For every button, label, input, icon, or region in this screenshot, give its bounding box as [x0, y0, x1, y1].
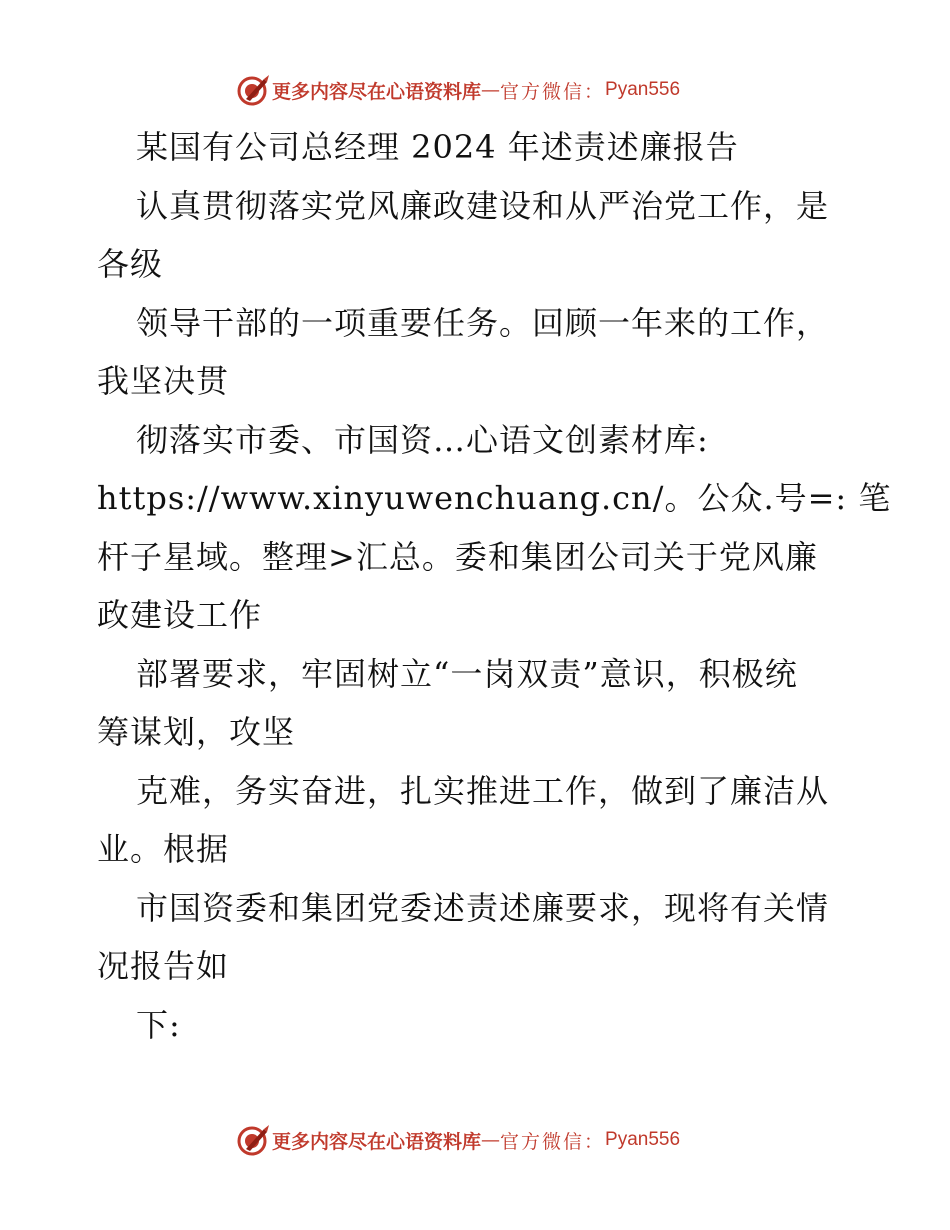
body-line: 下:: [136, 1005, 181, 1044]
body-line: 筹谋划，攻坚: [97, 713, 296, 751]
body-line: 部署要求，牢固树立“一岗双责”意识，积极统: [136, 654, 798, 693]
body-line: 政建设工作: [97, 596, 263, 634]
banner-dash: —: [481, 79, 501, 101]
banner-slogan: 更多内容尽在心语资料库: [272, 80, 482, 103]
body-line: 克难，务实奋进，扎实推进工作，做到了廉洁从: [136, 771, 830, 810]
footer-banner: [236, 1122, 716, 1158]
body-line: 领导干部的一项重要任务。回顾一年来的工作，: [136, 303, 830, 342]
document-body: [97, 118, 892, 1054]
banner-wechat-label: 官方微信：: [500, 80, 606, 103]
body-line: 业。根据: [97, 830, 230, 868]
body-line: 我坚决贯: [97, 362, 230, 400]
body-line-url: https://www.xinyuwenchuang.cn/。公众.号=: 笔: [97, 479, 892, 517]
footer-banner-wechat-id: Pyan556: [605, 1129, 681, 1150]
body-line: 况报告如: [97, 947, 230, 985]
body-line: 各级: [97, 245, 164, 283]
quill-seal-logo-icon: [236, 1123, 270, 1157]
banner-wechat-id: Pyan556: [605, 79, 681, 100]
body-line: 杆子星域。整理>汇总。委和集团公司关于党风廉: [97, 537, 818, 576]
body-line: 市国资委和集团党委述责述廉要求，现将有关情: [136, 888, 830, 927]
document-title: 某国有公司总经理 2024 年述责述廉报告: [136, 128, 739, 166]
header-banner: [236, 72, 716, 108]
quill-seal-logo-icon: [236, 73, 270, 107]
footer-banner-wechat-label: 官方微信：: [500, 1130, 606, 1153]
body-line: 认真贯彻落实党风廉政建设和从严治党工作，是: [136, 186, 830, 225]
body-line: 彻落实市委、市国资…心语文创素材库:: [136, 420, 709, 459]
footer-banner-slogan: 更多内容尽在心语资料库: [272, 1130, 482, 1153]
footer-banner-dash: —: [481, 1129, 501, 1151]
